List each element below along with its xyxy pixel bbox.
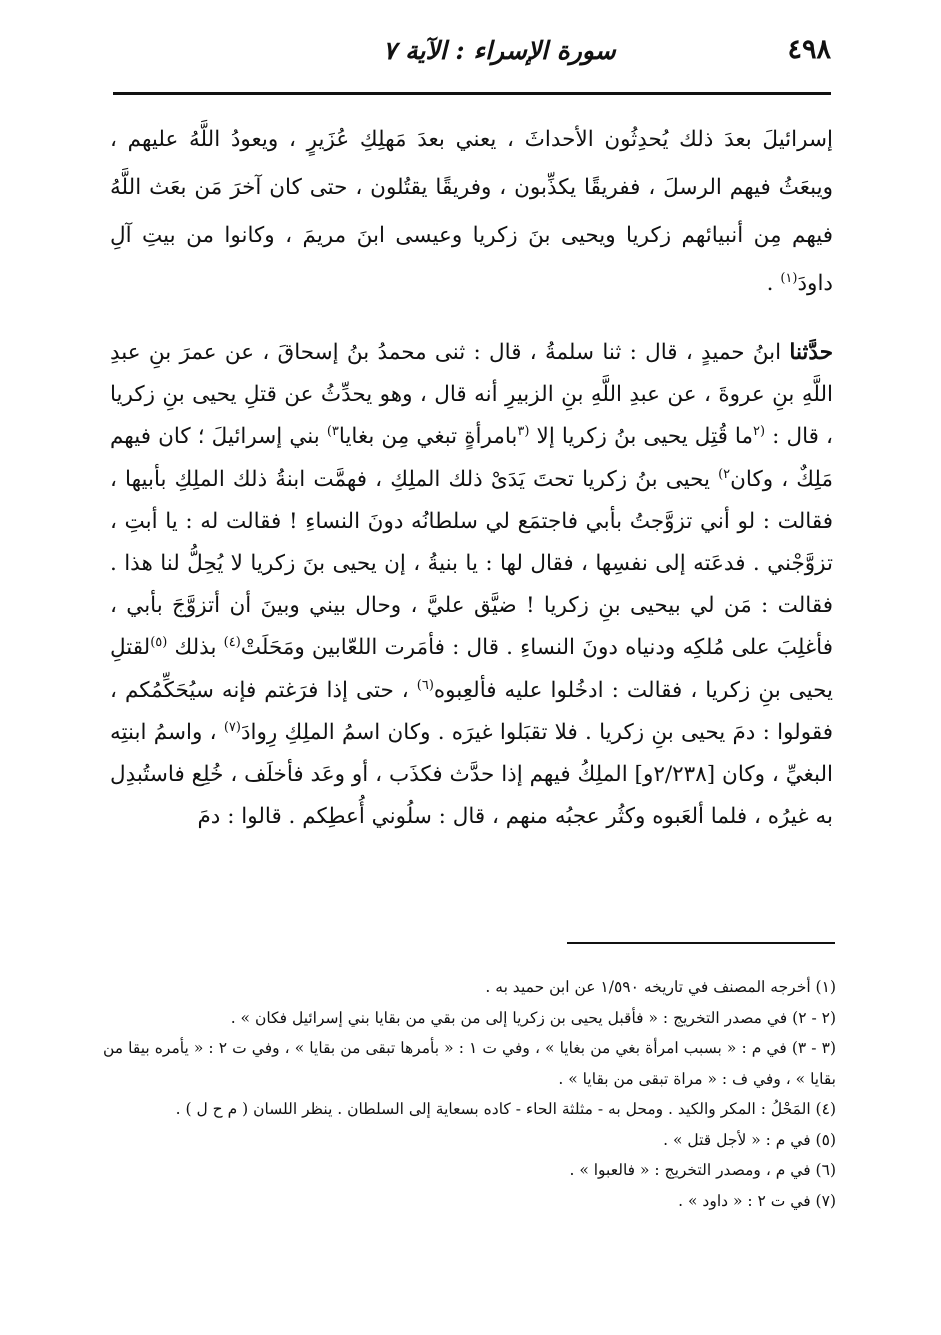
paragraph-2-segment: بامرأةٍ تبغي مِن بغايا: [338, 424, 518, 450]
narration-lead-word: حدَّثنا: [789, 340, 833, 365]
footnote-ref-7: (٧): [223, 719, 241, 735]
paragraph-2-segment: ، حتى إذا فرَغتم فإنه سيُحَكِّمُكم ، فقولوا : دمَ يحيى بنِ زكريا . فلا تقبَلوا غيرَه . وكان اسمُ الملِكِ رِوادَ: [110, 677, 833, 745]
paragraph-2-segment: ابنُ حميدٍ ، قال : ثنا سلمةُ ، قال : ثنى محمدُ بنُ إسحاقَ ، عن عمرَ بنِ عبدِ اللَّهِ بنِ عروةَ ، عن عبدِ اللَّهِ بنِ الزبيرِ أنه قال ، وهو يحدِّثُ عن قتلِ يحيى بنِ زكريا ، قال :: [110, 340, 833, 450]
paragraph-2-segment: ، واسمُ ابنتِه البغيِّ ، وكان [٢/٢٣٨و] الملِكُ فيهم إذا حدَّث فكذَب ، أو وعَد فأخلَف ، خُلِع فاستُبدِل به غيرُه ، فلما ألعَبوه وكثُر عجبُه منهم ، قال : سلُوني أُعطِكم . قالوا : دمَ: [110, 719, 833, 830]
page-header: [113, 30, 831, 95]
footnote-ref-4: (٤): [223, 635, 241, 651]
footnote-ref-3-open: (٣: [517, 424, 530, 440]
footnotes: [103, 972, 836, 1216]
paragraph-2-segment: لقتلِ يحيى بنِ زكريا ، فقالت : ادخُلوا عليه فألعِبوه: [110, 635, 834, 703]
footnote-ref-2-close: ٢): [718, 466, 731, 482]
footnote-ref-3-close: ٣): [326, 424, 339, 440]
footnote-ref-5: (٥): [150, 635, 168, 651]
paragraph-2-segment: يحيى بنُ زكريا تحتَ يَدَىْ ذلك الملِكِ ، فهمَّت ابنةُ ذلك الملِكِ بأبيها ، فقالت : لو أني تزوَّجتُ بأبي فاجتمَع لي سلطانُه دونَ النساءِ ! فقالت له : يا أبتِ ، تزوَّجْني . فدعَته إلى نفسِها ، فقال لها : يا بنيةُ ، إن يحيى بنَ زكريا لا يُحِلُّ لنا هذا . فقالت : مَن لي بيحيى بنِ زكريا ! ضيَّق عليَّ ، وحال بيني وبينَ أن أتزوَّجَ بأبي ، فأغلِبَ على مُلكِه ودنياه دونَ النساءِ . قال : فأمَرت اللعّابين ومَحَلَتْ: [110, 466, 834, 661]
footnote: (٦) في م ، ومصدر التخريج : « فالعبوا » .: [569, 1161, 836, 1179]
footnote: (٤) المَحْلُ : المكر والكيد . ومحل به - مثلثة الحاء - كاده بسعاية إلى السلطان . ينظر اللسان ( م ح ل ) .: [175, 1100, 836, 1118]
footnote: (٢ - ٢) في مصدر التخريج : « فأقبل يحيى بن زكريا إلى من بقي من بقايا بني إسرائيل فكان » .: [230, 1008, 836, 1027]
running-title: سورة الإسراء : الآية ٧: [383, 36, 616, 65]
paragraph-2-segment: بذلك: [167, 635, 224, 661]
paragraph-2-segment: بني إسرائيلَ ؛ كان فيهم مَلِكٌ ، وكان: [110, 424, 833, 492]
footnote: (٧) في ت ٢ : « داود » .: [678, 1191, 836, 1210]
paragraph-1: [110, 116, 833, 308]
footnote-ref-6: (٦): [416, 677, 434, 693]
footnote: (٥) في م : « لأجل قتل » .: [663, 1130, 836, 1149]
paragraph-1-end: .: [766, 271, 781, 296]
footnote: (١) أخرجه المصنف في تاريخه ١/٥٩٠ عن ابن حميد به .: [485, 978, 836, 996]
paragraph-1-text: إسرائيلَ بعدَ ذلك يُحدِثُون الأحداثَ ، يعني بعدَ مَهلِكِ عُزَيرٍ ، ويعودُ اللَّهُ عليهم ، ويبعَثُ فيهم الرسلَ ، ففريقًا يكذِّبون ، وفريقًا يقتُلون ، حتى كان آخرَ مَن بعَث اللَّهُ فيهم مِن أنبيائهم زكريا ويحيى بنَ زكريا وعيسى ابنَ مريمَ ، وكانوا من بيتِ آلِ داودَ: [110, 127, 833, 296]
footnote-ref-1: (١): [780, 270, 798, 286]
paragraph-2-segment: ما قُتِل يحيى بنُ زكريا إلا: [529, 424, 754, 450]
footnote: (٣ - ٣) في م : « بسبب امرأة بغي من بغايا » ، وفي ت ١ : « بأمرها تبقى من بقايا » ، وفي ت ٢ : « يأمره بيقا من بقايا » ، وفي ف : « مراة تبقى من بقايا » .: [103, 1039, 836, 1088]
main-text: [110, 116, 833, 838]
page-number: ٤٩٨: [787, 34, 831, 65]
footnote-divider: [567, 942, 835, 944]
paragraph-2: [110, 332, 833, 838]
footnote-ref-2-open: (٢: [753, 424, 766, 440]
